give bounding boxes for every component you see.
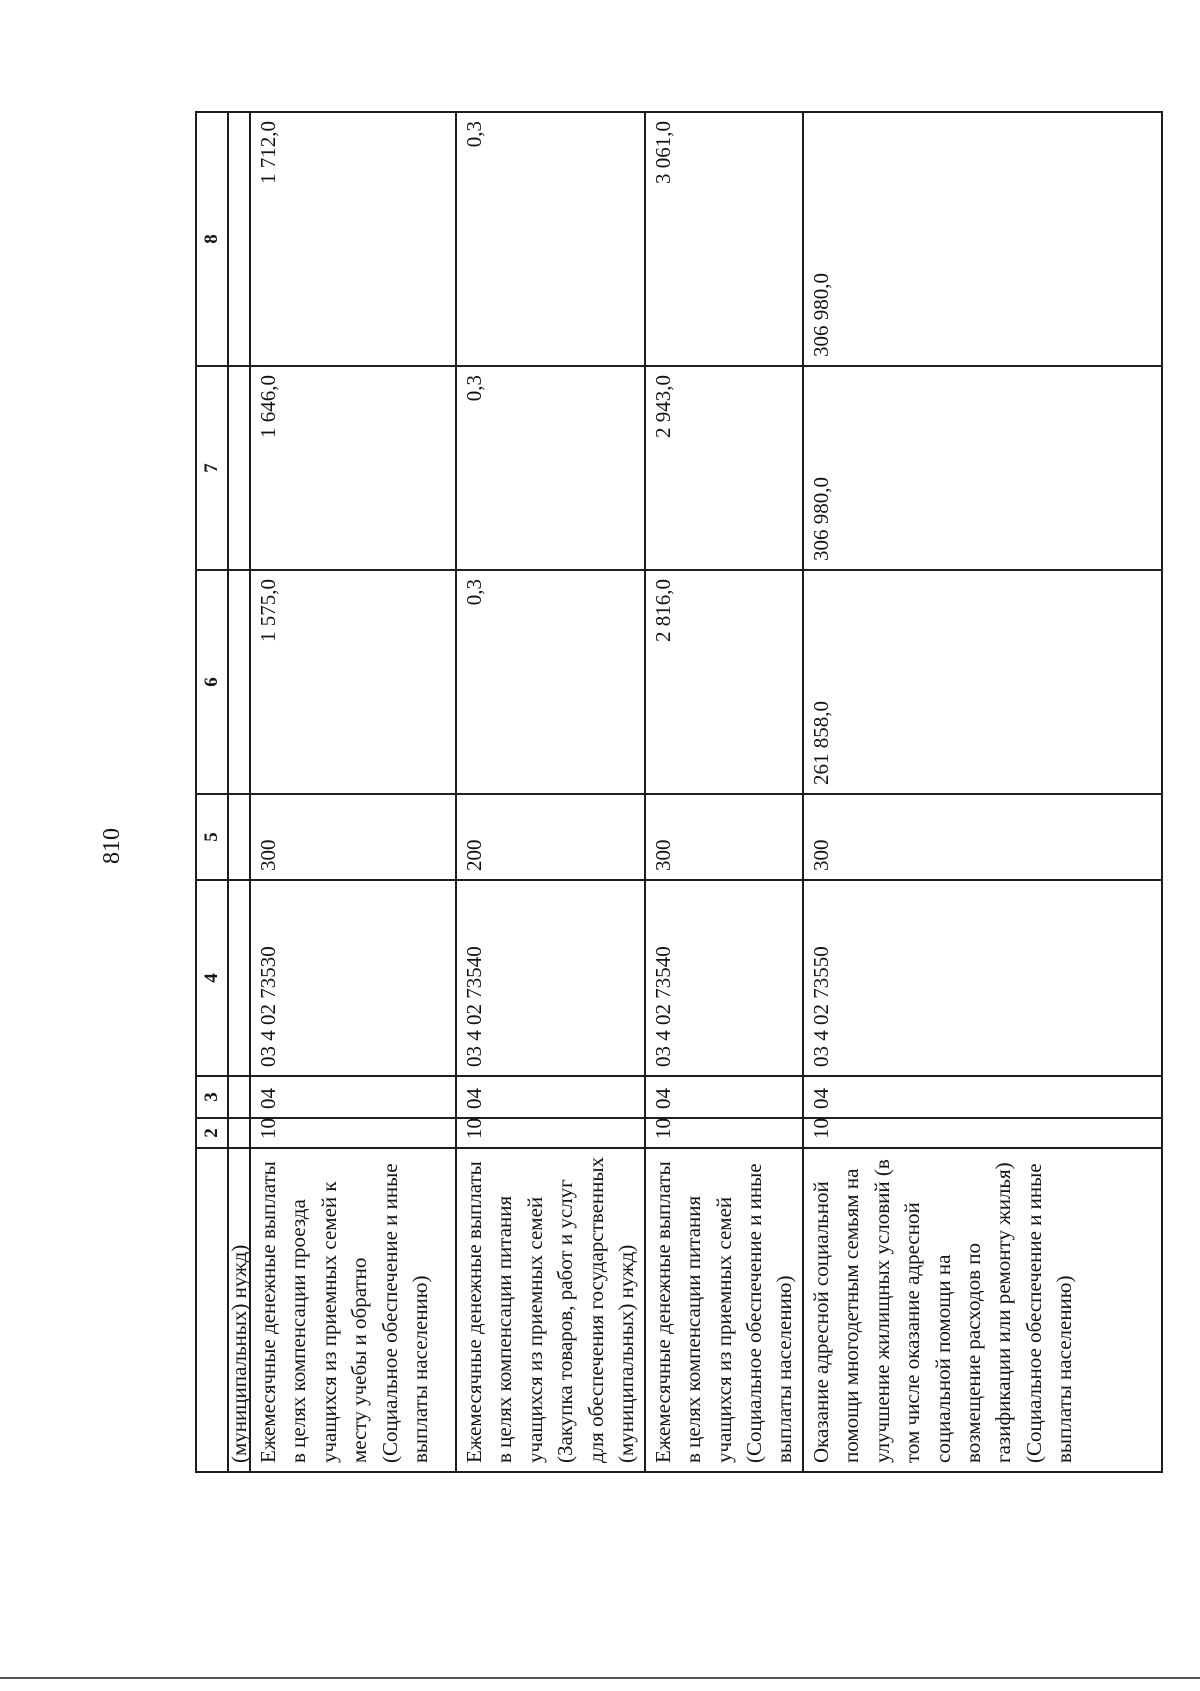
expense-type-code: 300 bbox=[645, 794, 803, 880]
budget-table bbox=[195, 111, 1163, 1473]
amount-col-6: 0,3 bbox=[456, 570, 645, 794]
amount-col-8: 306 980,0 bbox=[803, 112, 1162, 366]
subsection-code: 04 bbox=[803, 1076, 1162, 1118]
subsection-code: 04 bbox=[250, 1076, 456, 1118]
target-article-code: 03 4 02 73550 bbox=[803, 880, 1162, 1076]
page-number: 810 bbox=[99, 828, 125, 864]
expense-type-code: 300 bbox=[803, 794, 1162, 880]
amount-col-7: 2 943,0 bbox=[645, 366, 803, 570]
header-cell: 7 bbox=[196, 366, 228, 570]
header-cell: 2 bbox=[196, 1118, 228, 1148]
section-code: 10 bbox=[456, 1118, 645, 1148]
carryover-row bbox=[228, 112, 250, 1472]
expense-name: Ежемесячные денежные выплаты в целях компенсации проезда учащихся из приемных семей к месту учебы и обратно (Социальное обеспечение и иные выплаты населению) bbox=[250, 1148, 456, 1472]
carryover-text: (муниципальных) нужд) bbox=[228, 1148, 250, 1472]
table-row bbox=[456, 112, 645, 1472]
subsection-code: 04 bbox=[456, 1076, 645, 1118]
section-code: 10 bbox=[645, 1118, 803, 1148]
table-row bbox=[645, 112, 803, 1472]
header-cell: 6 bbox=[196, 570, 228, 794]
rotated-table-container bbox=[195, 113, 1163, 1473]
header-cell: 4 bbox=[196, 880, 228, 1076]
amount-col-8: 0,3 bbox=[456, 112, 645, 366]
table-row bbox=[250, 112, 456, 1472]
amount-col-6: 261 858,0 bbox=[803, 570, 1162, 794]
scan-edge-line bbox=[0, 1677, 1200, 1679]
subsection-code: 04 bbox=[645, 1076, 803, 1118]
expense-name: Оказание адресной социальной помощи многодетным семьям на улучшение жилищных условий (в том числе оказание адресной социальной помощи на возмещение расходов по газификации или ремонту жилья) (Социальное обеспечение и иные выплаты населению) bbox=[803, 1148, 1162, 1472]
table-row bbox=[803, 112, 1162, 1472]
header-cell: 3 bbox=[196, 1076, 228, 1118]
amount-col-8: 1 712,0 bbox=[250, 112, 456, 366]
expense-name: Ежемесячные денежные выплаты в целях компенсации питания учащихся из приемных семей (Социальное обеспечение и иные выплаты населению) bbox=[645, 1148, 803, 1472]
header-cell: 5 bbox=[196, 794, 228, 880]
section-code: 10 bbox=[803, 1118, 1162, 1148]
expense-type-code: 200 bbox=[456, 794, 645, 880]
amount-col-8: 3 061,0 bbox=[645, 112, 803, 366]
target-article-code: 03 4 02 73540 bbox=[456, 880, 645, 1076]
target-article-code: 03 4 02 73540 bbox=[645, 880, 803, 1076]
amount-col-7: 0,3 bbox=[456, 366, 645, 570]
section-code: 10 bbox=[250, 1118, 456, 1148]
header-cell: 8 bbox=[196, 112, 228, 366]
expense-type-code: 300 bbox=[250, 794, 456, 880]
amount-col-7: 1 646,0 bbox=[250, 366, 456, 570]
target-article-code: 03 4 02 73530 bbox=[250, 880, 456, 1076]
expense-name: Ежемесячные денежные выплаты в целях компенсации питания учащихся из приемных семей (Закупка товаров, работ и услуг для обеспечения государственных (муниципальных) нужд) bbox=[456, 1148, 645, 1472]
amount-col-6: 1 575,0 bbox=[250, 570, 456, 794]
header-cell bbox=[196, 1148, 228, 1472]
amount-col-6: 2 816,0 bbox=[645, 570, 803, 794]
header-row bbox=[196, 112, 228, 1472]
amount-col-7: 306 980,0 bbox=[803, 366, 1162, 570]
